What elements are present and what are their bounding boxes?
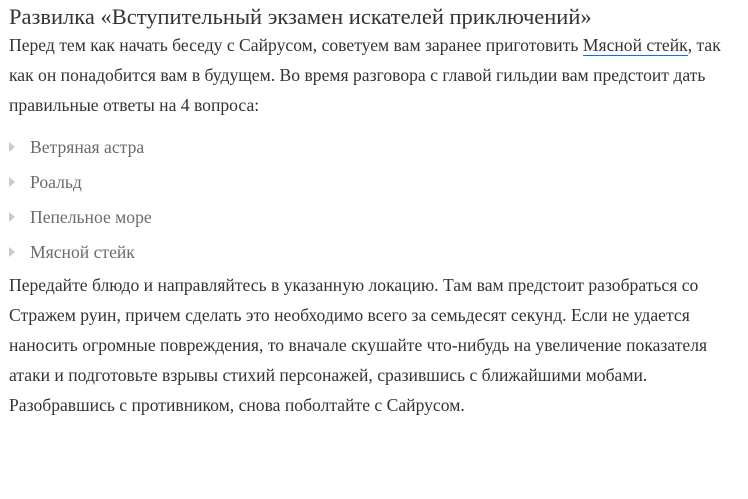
list-item	[9, 165, 741, 200]
triangle-bullet-icon	[9, 177, 15, 187]
intro-text-before: Перед тем как начать беседу с Сайрусом, советуем вам заранее приготовить	[9, 35, 583, 55]
closing-paragraph: Передайте блюдо и направляйтесь в указанную локацию. Там вам предстоит разобраться со Стражем руин, причем сделать это необходимо всего за семьдесят секунд. Если не удается наносить огромные повреждения, то вначале скушайте что-нибудь на увеличение показателя атаки и подготовьте взрывы стихий персонажей, сразившись с ближайшими мобами. Разобравшись с противником, снова поболтайте с Сайрусом.	[9, 275, 708, 415]
triangle-bullet-icon	[9, 212, 15, 222]
list-item	[9, 130, 741, 165]
meat-steak-link[interactable]: Мясной стейк	[582, 35, 688, 55]
triangle-bullet-icon	[9, 247, 15, 257]
list-item-label: Ветряная астра	[30, 137, 145, 157]
list-item-label: Роальд	[30, 172, 82, 192]
intro-text-after: , так как он понадобится вам в будущем. Во время разговора с главой гильдии вам предстоит дать правильные ответы на 4 вопроса:	[9, 35, 721, 115]
section-heading: Развилка «Вступительный экзамен искателей приключений»	[9, 4, 592, 29]
list-item-label: Мясной стейк	[30, 242, 135, 262]
intro-paragraph	[9, 30, 741, 120]
list-item-label: Пепельное море	[30, 207, 152, 227]
list-item	[9, 200, 741, 235]
triangle-bullet-icon	[9, 142, 15, 152]
article-content	[9, 0, 741, 420]
answers-list	[9, 130, 741, 270]
list-item	[9, 235, 741, 270]
